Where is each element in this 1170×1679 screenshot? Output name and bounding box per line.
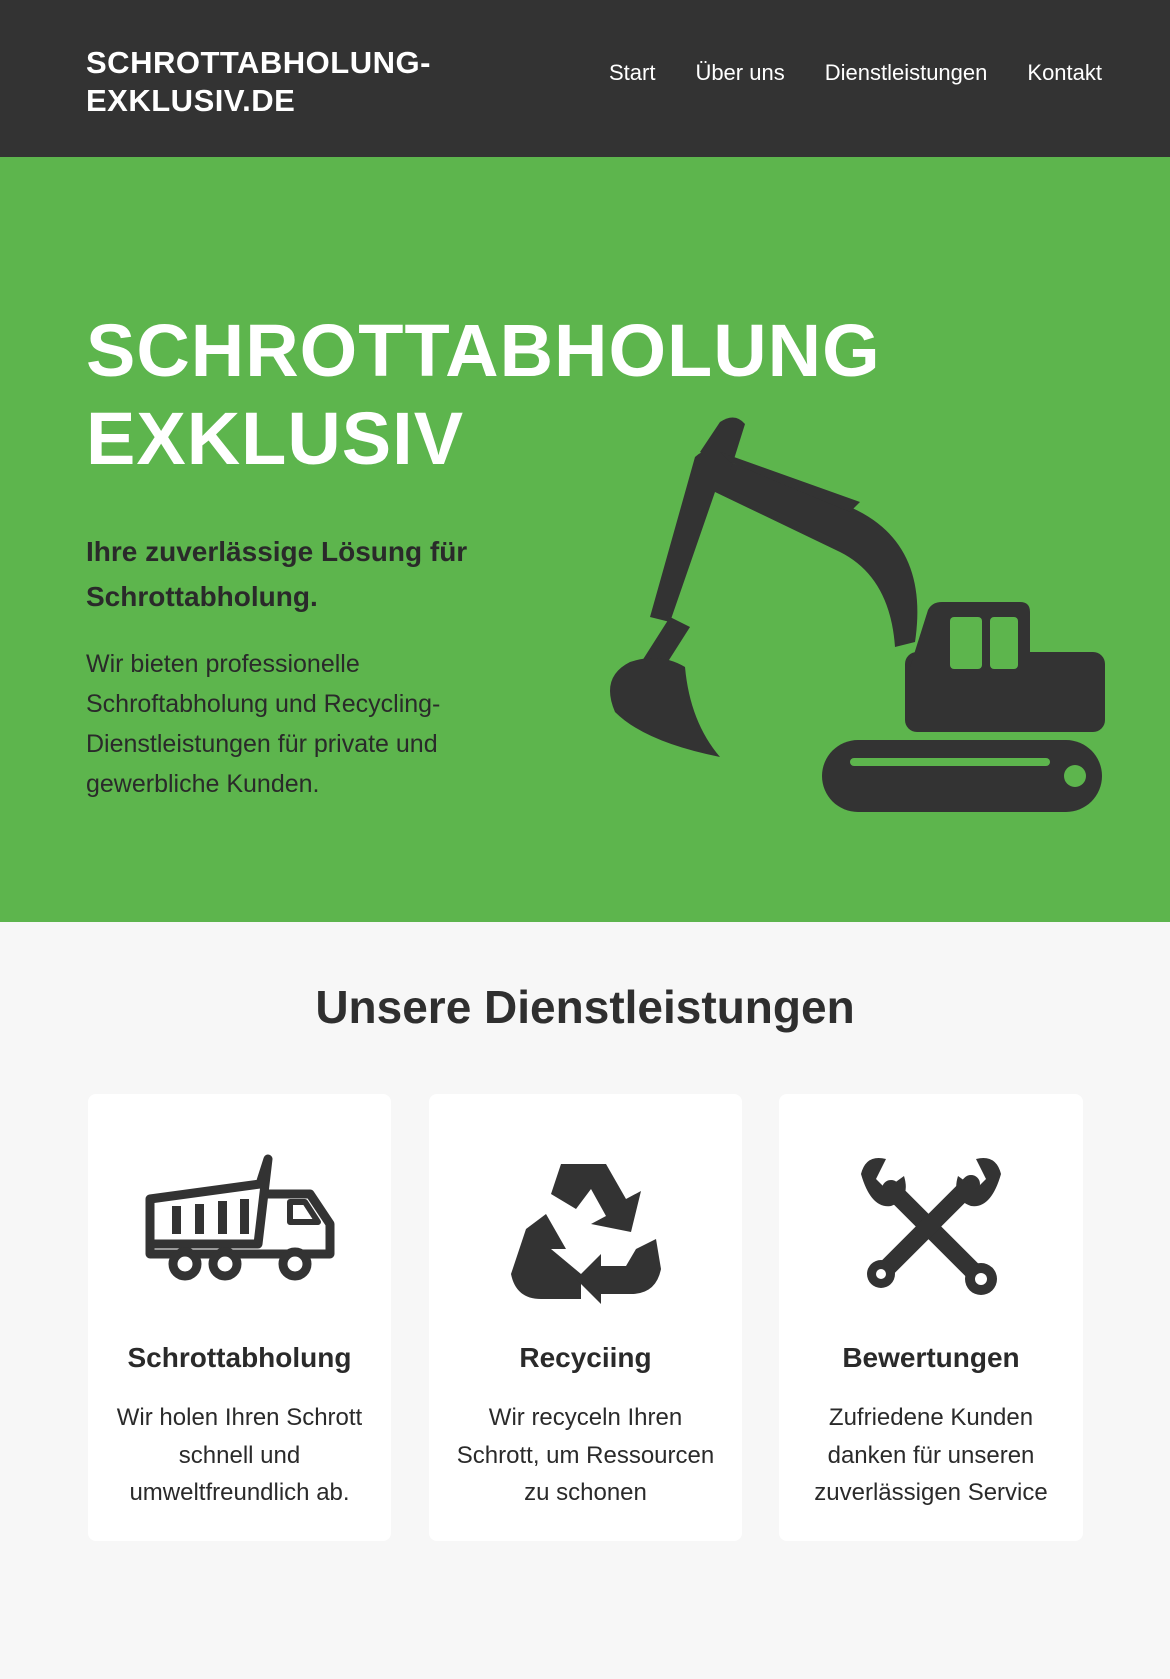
dump-truck-icon — [140, 1154, 340, 1284]
card-text: Wir holen Ihren Schrott schnell und umweltfreundlich ab. — [116, 1404, 363, 1506]
site-logo[interactable] — [86, 44, 431, 120]
site-header — [0, 0, 1170, 157]
nav-kontakt[interactable]: Kontakt — [1027, 60, 1102, 85]
service-card-recycling[interactable] — [429, 1094, 742, 1541]
card-title: Bewertungen — [842, 1342, 1020, 1373]
excavator-icon — [610, 412, 1110, 822]
card-title: Schrottabholung — [127, 1342, 352, 1373]
hero-section — [0, 157, 1170, 922]
nav-dienstleistungen[interactable]: Dienstleistungen — [824, 60, 988, 85]
service-card-schrottabholung[interactable] — [88, 1094, 391, 1541]
logo-line-2: EXKLUSIV.DE — [86, 83, 296, 118]
main-nav — [609, 60, 1102, 86]
service-card-bewertungen[interactable] — [779, 1094, 1083, 1541]
hero-title-line-1: SCHROTTABHOLUNG — [86, 309, 881, 392]
wrench-tools-icon — [856, 1154, 1006, 1299]
nav-ueber-uns[interactable]: Über uns — [695, 60, 785, 85]
card-title: Recyciing — [519, 1342, 652, 1373]
card-text: Zufriedene Kunden danken für unseren zuverlässigen Service — [814, 1404, 1048, 1506]
hero-subtitle: Ihre zuverlässige Lösung für Schrottabholung. — [86, 536, 468, 612]
nav-start[interactable]: Start — [608, 60, 656, 85]
hero-title-line-2: EXKLUSIV — [86, 397, 465, 480]
recycle-icon — [506, 1154, 666, 1304]
logo-line-1: SCHROTTABHOLUNG- — [86, 45, 431, 80]
hero-text: Wir bieten professionelle Schroftabholung und Recycling-Dienstleistungen für private und gewerbliche Kunden. — [86, 650, 441, 798]
card-text: Wir recyceln Ihren Schrott, um Ressourcen zu schonen — [456, 1404, 715, 1506]
services-title: Unsere Dienstleistungen — [315, 981, 855, 1033]
